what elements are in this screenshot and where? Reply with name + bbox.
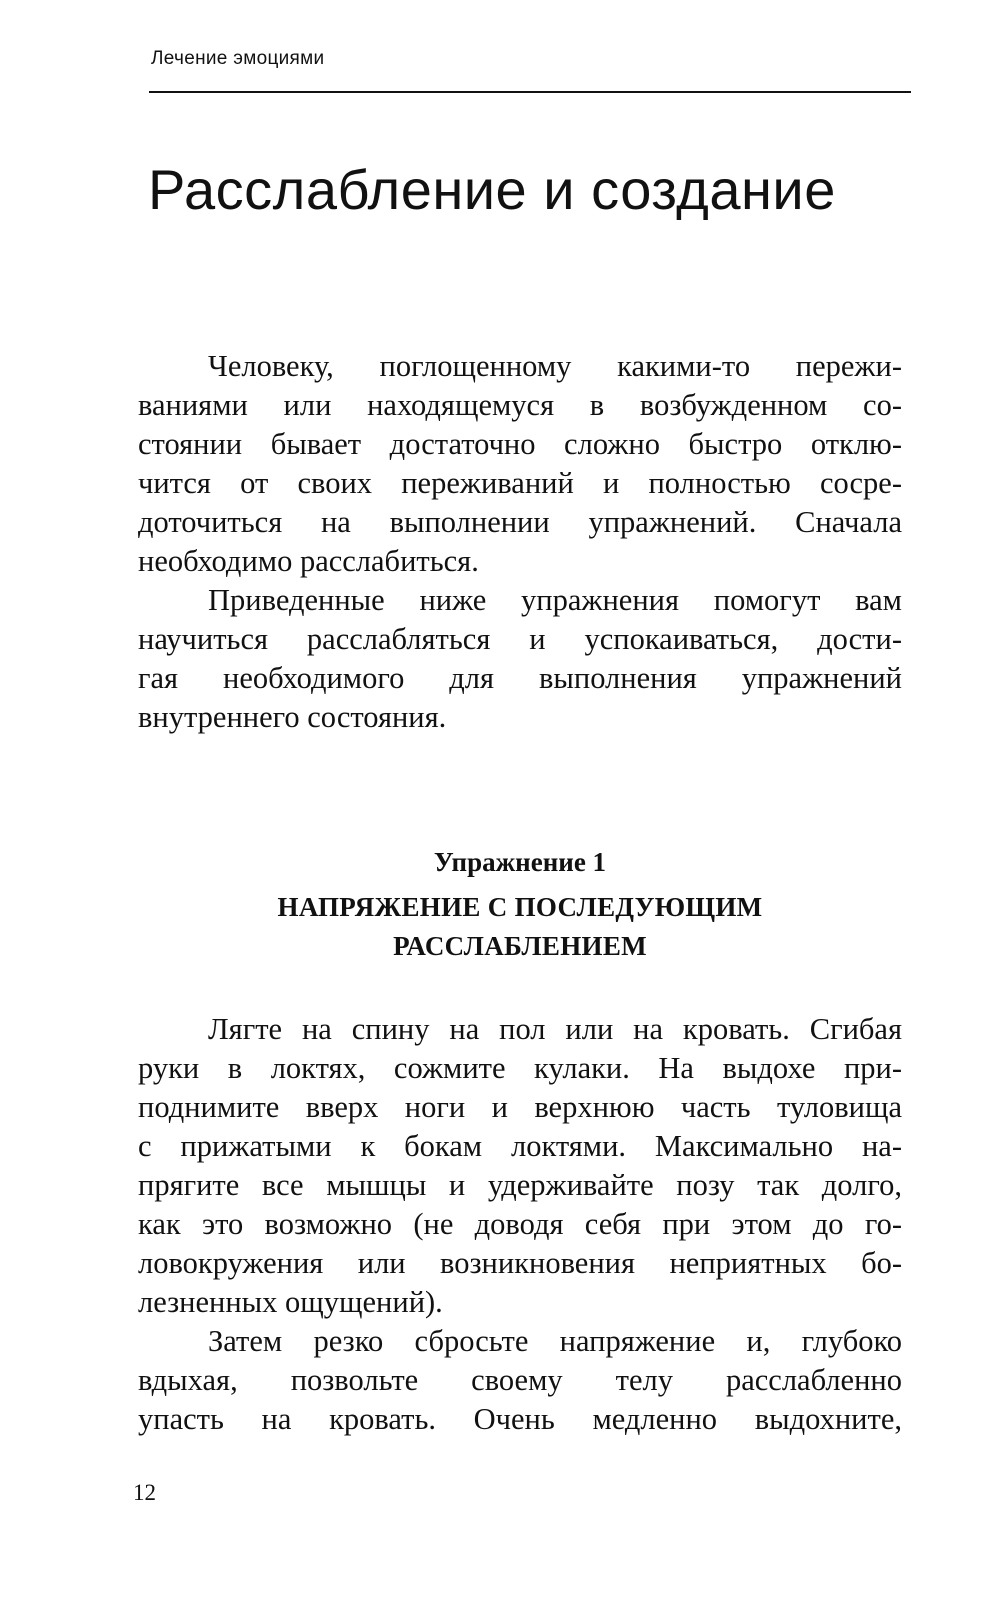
exercise-p1-line: Лягте на спину на пол или на кровать. Сгибая bbox=[208, 1012, 902, 1046]
exercise-p1-line: как это возможно (не доводя себя при этом до го- bbox=[138, 1207, 902, 1241]
intro-p1-line: ваниями или находящемуся в возбужденном со- bbox=[138, 388, 902, 422]
exercise-p1-line: с прижатыми к бокам локтями. Максимально на- bbox=[138, 1129, 902, 1163]
exercise-text bbox=[138, 1010, 902, 1439]
intro-p2-line: Приведенные ниже упражнения помогут вам bbox=[208, 583, 902, 617]
exercise-title-line: НАПРЯЖЕНИЕ С ПОСЛЕДУЮЩИМ bbox=[277, 892, 763, 922]
exercise-heading bbox=[138, 846, 902, 966]
intro-p1-line: Человеку, поглощенному какими-то пережи- bbox=[208, 349, 902, 383]
exercise-p2-line: вдыхая, позвольте своему телу расслабленно bbox=[138, 1363, 902, 1397]
intro-p1-line: доточиться на выполнении упражнений. Сначала bbox=[138, 505, 902, 539]
page-number: 12 bbox=[133, 1480, 156, 1505]
running-head: Лечение эмоциями bbox=[151, 48, 325, 69]
exercise-number: Упражнение 1 bbox=[433, 847, 607, 877]
header-rule bbox=[149, 91, 911, 93]
exercise-p1-line: прягите все мышцы и удерживайте позу так долго, bbox=[138, 1168, 902, 1202]
intro-p1-line: стоянии бывает достаточно сложно быстро отклю- bbox=[138, 427, 902, 461]
exercise-p1-line: лезненных ощущений). bbox=[138, 1285, 443, 1319]
intro-p2-line: гая необходимого для выполнения упражнений bbox=[138, 661, 902, 695]
chapter-title: Расслабление и создание bbox=[148, 158, 836, 221]
exercise-p1-line: руки в локтях, сожмите кулаки. На выдохе при- bbox=[138, 1051, 902, 1085]
exercise-p2-line: Затем резко сбросьте напряжение и, глубоко bbox=[208, 1324, 902, 1358]
exercise-title-line: РАССЛАБЛЕНИЕМ bbox=[393, 931, 647, 961]
exercise-p1-line: ловокружения или возникновения неприятных бо- bbox=[138, 1246, 902, 1280]
intro-p1-line: необходимо расслабиться. bbox=[138, 544, 479, 578]
intro-p2-line: научиться расслабляться и успокаиваться, дости- bbox=[138, 622, 902, 656]
intro-p1-line: чится от своих переживаний и полностью сосре- bbox=[138, 466, 902, 500]
intro-text bbox=[138, 347, 902, 737]
exercise-p1-line: поднимите вверх ноги и верхнюю часть туловища bbox=[138, 1090, 902, 1124]
intro-p2-line: внутреннего состояния. bbox=[138, 700, 447, 734]
exercise-p2-line: упасть на кровать. Очень медленно выдохните, bbox=[138, 1402, 902, 1436]
